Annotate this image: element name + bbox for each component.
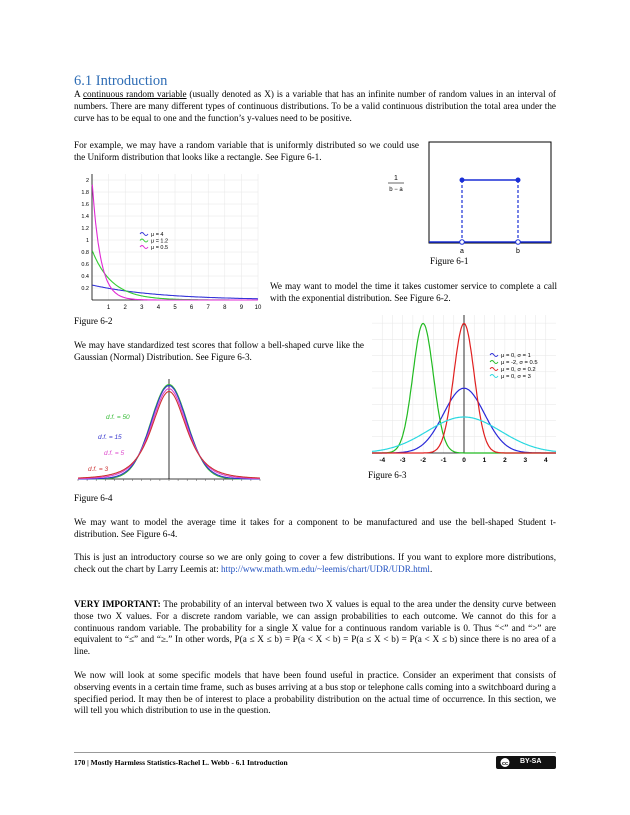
- paragraph-normal: We may have standardized test scores that follow a bell-shaped curve like the Gaussian (Normal) Distribution. See Figure 6-3.: [74, 340, 364, 362]
- exp-y-tick-label: 0.8: [81, 250, 89, 256]
- exp-x-tick-label: 7: [206, 305, 210, 311]
- t-series-label: d.f. = 5: [104, 450, 125, 457]
- t-series-label: d.f. = 3: [88, 466, 109, 473]
- figure-6-2-exponential: [74, 168, 264, 318]
- norm-legend-swatch: [490, 375, 498, 378]
- caption-figure-6-1: Figure 6-1: [430, 256, 469, 266]
- term-continuous-random-variable: continuous random variable: [82, 89, 187, 99]
- norm-x-tick-label: 2: [503, 457, 507, 464]
- norm-legend-swatch: [490, 368, 498, 371]
- uniform-point-a-bottom: [460, 240, 465, 245]
- exp-x-tick-label: 1: [106, 305, 111, 311]
- paragraph-student-t: We may want to model the average time it takes for a component to be manufactured and use the bell-shaped Student t-distribution. See Figure 6-4.: [74, 517, 556, 539]
- norm-x-tick-label: -4: [379, 457, 386, 464]
- exp-y-tick-label: 1.6: [81, 202, 89, 208]
- uniform-point-a-top: [460, 178, 465, 183]
- norm-legend-label: μ = 0, σ = 3: [501, 374, 531, 380]
- p7-rest: The probability of an interval between two X values is equal to the area under the density curve between those two X values. For a discrete random variable, we can assign probabilities to each outcome. We cannot do this for a continuous random variable. The probability for a single X value for a continuous random variable is 0. Thus “<” and “>” are equivalent to “≤” and “≥.” In other words, P(a ≤ X ≤ b) = P(a < X < b) = P(a ≤ X < b) = P(a < X ≤ b) since there is no area of a line.: [74, 599, 557, 657]
- norm-legend-label: μ = 0, σ = 0.2: [501, 367, 536, 373]
- exp-x-tick-label: 3: [140, 305, 144, 311]
- exp-legend-swatch: [140, 233, 148, 236]
- exp-x-tick-label: 8: [223, 305, 227, 311]
- paragraph-very-important: [74, 599, 556, 658]
- leemis-chart-link[interactable]: http://www.math.wm.edu/~leemis/chart/UDR/UDR.html: [220, 563, 430, 574]
- exp-y-tick-label: 1: [85, 238, 89, 244]
- svg-text:cc: cc: [501, 761, 509, 767]
- footer-rule: [74, 752, 556, 753]
- uniform-xlabel-a: a: [460, 248, 464, 255]
- norm-x-tick-label: 3: [523, 457, 528, 464]
- norm-legend-swatch: [490, 354, 498, 357]
- p1-lead: A: [74, 89, 83, 99]
- caption-figure-6-2: Figure 6-2: [74, 316, 113, 326]
- cc-license-badge[interactable]: [496, 756, 556, 769]
- t-series-label: d.f. = 50: [106, 414, 130, 421]
- t-series-label: d.f. = 15: [98, 434, 122, 441]
- uniform-ylabel-bottom: b − a: [389, 187, 403, 193]
- license-label: BY-SA: [520, 758, 542, 765]
- uniform-point-b-bottom: [516, 240, 521, 245]
- exp-x-tick-label: 10: [254, 305, 262, 311]
- norm-x-tick-label: -1: [440, 457, 447, 464]
- paragraph-exponential: We may want to model the time it takes customer service to complete a call with the exponential distribution. See Figure 6-2.: [270, 281, 557, 303]
- exp-x-tick-label: 4: [156, 305, 161, 311]
- exp-legend-label: μ = 4: [151, 232, 164, 238]
- exp-x-tick-label: 5: [173, 305, 177, 311]
- exp-legend-swatch: [140, 246, 148, 249]
- exp-x-tick-label: 9: [239, 305, 244, 311]
- exp-x-tick-label: 2: [123, 305, 127, 311]
- exp-legend-swatch: [140, 239, 148, 242]
- footer-text: 170 | Mostly Harmless Statistics-Rachel L. Webb - 6.1 Introduction: [74, 758, 288, 767]
- figure-6-4-t-distribution: [74, 375, 264, 490]
- norm-x-tick-label: 0: [462, 457, 466, 464]
- exp-y-tick-label: 2: [85, 178, 89, 184]
- very-important-label: VERY IMPORTANT:: [74, 599, 161, 609]
- paragraph-uniform: For example, we may have a random variable that is uniformly distributed so we could use the Uniform distribution that looks like a rectangle. See Figure 6-1.: [74, 140, 419, 162]
- uniform-point-b-top: [516, 178, 521, 183]
- norm-x-tick-label: -3: [399, 457, 406, 464]
- figure-6-3-normal: [368, 313, 560, 468]
- cc-icon: [498, 756, 512, 769]
- caption-figure-6-4: Figure 6-4: [74, 493, 113, 503]
- exp-y-tick-label: 1.4: [81, 214, 89, 220]
- figure-6-1-uniform: [370, 140, 565, 270]
- paragraph-more-distributions: [74, 552, 556, 576]
- section-heading: 6.1 Introduction: [74, 73, 168, 89]
- norm-x-tick-label: 1: [482, 457, 487, 464]
- exp-legend-label: μ = 0.5: [151, 245, 169, 251]
- exp-y-tick-label: 1.8: [81, 190, 89, 196]
- paragraph-definition: [74, 89, 556, 124]
- norm-legend-label: μ = 0, σ = 1: [501, 353, 531, 359]
- exp-y-tick-label: 0.2: [81, 286, 89, 292]
- p6-text: This is just an introductory course so we are only going to cover a few distributions. If you want to explore more distributions, check out the chart by Larry Leemis at:: [74, 552, 556, 574]
- figure-6-1-frame: [429, 142, 551, 243]
- exp-x-tick-label: 6: [189, 305, 194, 311]
- exp-y-tick-label: 0.6: [81, 262, 89, 268]
- exp-legend-label: μ = 1.2: [151, 238, 169, 245]
- uniform-xlabel-b: b: [516, 248, 520, 255]
- norm-legend-label: μ = -2, σ = 0.5: [501, 360, 538, 366]
- p6-end: .: [429, 563, 433, 574]
- exp-y-tick-label: 1.2: [81, 226, 89, 232]
- norm-legend-swatch: [490, 361, 498, 364]
- paragraph-specific-models: We now will look at some specific models that have been found useful in practice. Consider an experiment that consists of observing events in a certain time frame, such as buses arriving at a bus stop or telephone calls coming into a switchboard during a specified period. It may then be of interest to place a probability distribution on the actual time of occurrence. In this section, we will tell you which distribution to use in the question.: [74, 670, 556, 716]
- norm-x-tick-label: 4: [543, 457, 548, 464]
- exp-y-tick-label: 0.4: [81, 274, 89, 280]
- p1-rest: (usually denoted as X) is a variable that has an infinite number of random values in an interval of numbers. There are many different types of continuous distributions. To be a valid continuous distribution the total area under the curve has to be equal to one and the function’s y-values need to be positive.: [74, 89, 556, 123]
- uniform-ylabel-top: 1: [394, 175, 398, 182]
- caption-figure-6-3: Figure 6-3: [368, 470, 407, 480]
- norm-x-tick-label: -2: [420, 457, 427, 464]
